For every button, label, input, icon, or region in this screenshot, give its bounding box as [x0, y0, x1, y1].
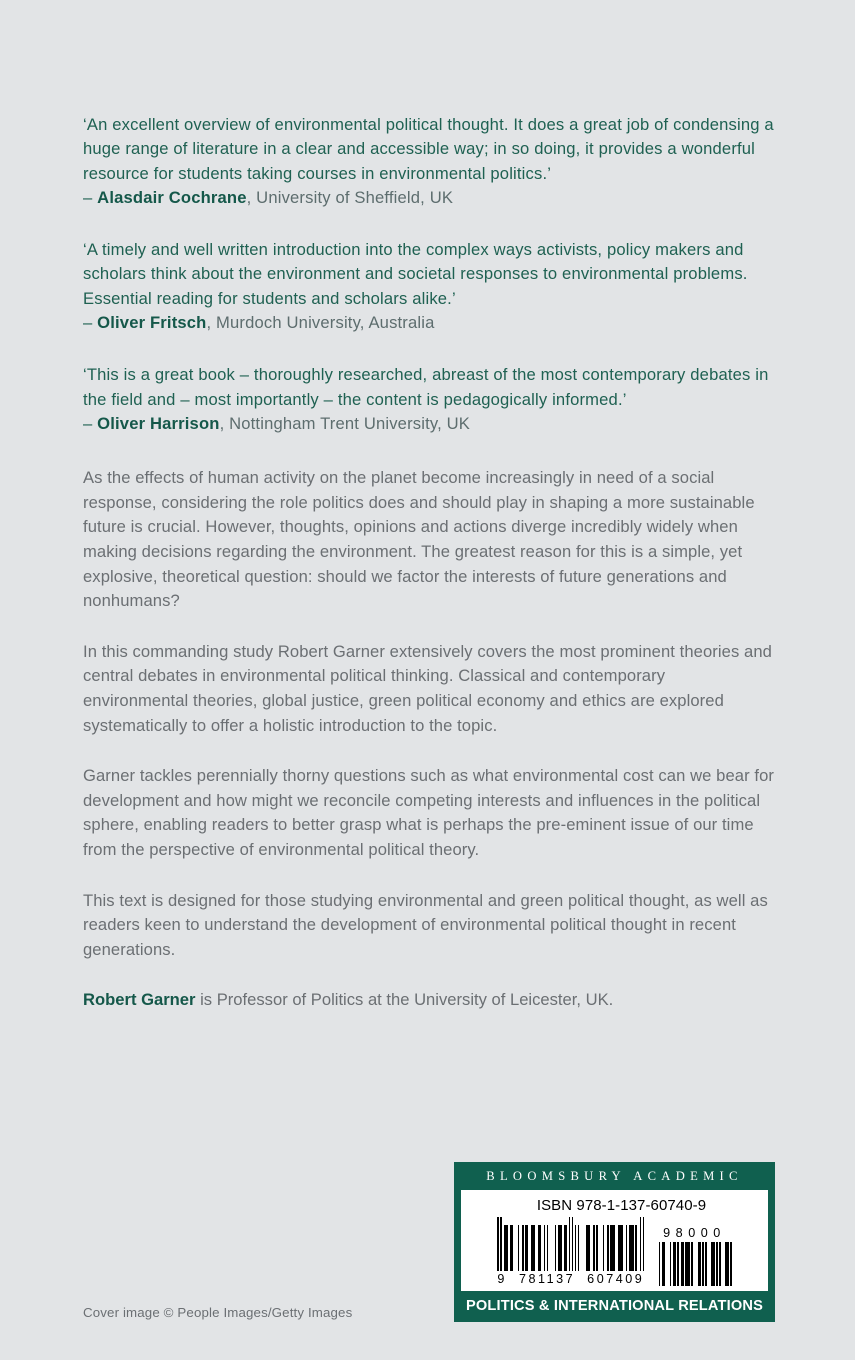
author-name: Robert Garner — [83, 990, 196, 1010]
series-label: POLITICS & INTERNATIONAL RELATIONS — [465, 1298, 764, 1314]
barcode-left-group: 781137 — [518, 1272, 576, 1286]
blurb-paragraph: This text is designed for those studying environmental and green political thought, as well as readers keen to understand the development of environmental political thought in recent generations. — [83, 890, 768, 959]
endorsement-attribution — [83, 412, 775, 436]
endorsement-person: Alasdair Cochrane — [97, 187, 247, 207]
endorsement-affiliation: , Nottingham Trent University, UK — [219, 413, 471, 433]
barcode-lead-digit: 9 — [497, 1272, 507, 1286]
author-bio-text: is Professor of Politics at the University of Leicester, UK. — [195, 990, 614, 1010]
barcode-row — [461, 1217, 768, 1286]
attribution-dash: – — [83, 413, 98, 433]
endorsement-quote: ‘An excellent overview of environmental political thought. It does a great job of condensing a huge range of literature in a clear and accessible way; in so doing, it provides a wonderful resource for students taking courses in environmental politics.’ — [83, 115, 774, 183]
ean5-addon-barcode — [657, 1226, 731, 1286]
attribution-dash: – — [83, 313, 98, 333]
endorsement-affiliation: , University of Sheffield, UK — [246, 187, 454, 207]
isbn-text: ISBN 978-1-137-60740-9 — [536, 1197, 707, 1214]
blurb-paragraph: In this commanding study Robert Garner extensively covers the most prominent theories and central debates in environmental political thinking. Classical and contemporary environmental theories, global justice, green political economy and ethics are explored systematically to offer a holistic introduction to the topic. — [83, 641, 772, 735]
addon-digits: 98000 — [663, 1226, 726, 1240]
addon-barcode-bars — [657, 1242, 731, 1286]
publisher-name: BLOOMSBURY ACADEMIC — [486, 1169, 743, 1183]
cover-text-content — [83, 113, 775, 1013]
endorsement-block — [83, 238, 775, 335]
barcode-right-group: 607409 — [587, 1272, 645, 1286]
endorsement-block — [83, 113, 775, 210]
blurb-paragraph: Garner tackles perennially thorny questions such as what environmental cost can we bear for development and how might we reconcile competing interests and influences in the political sphere, enabling readers to better grasp what is perhaps the pre-eminent issue of our time from the perspective of environmental political theory. — [83, 766, 775, 859]
endorsement-attribution — [83, 186, 775, 210]
blurb-paragraph: As the effects of human activity on the planet become increasingly in need of a social response, considering the role politics does and should play in shaping a more sustainable future is crucial. However, thoughts, opinions and actions diverge incredibly widely when making decisions regarding the environment. The greatest reason for this is a simple, yet explosive, theoretical question: should we factor the interests of future generations and nonhumans? — [83, 468, 755, 611]
author-bio — [83, 988, 775, 1013]
endorsement-affiliation: , Murdoch University, Australia — [206, 313, 435, 333]
ean13-barcode — [497, 1217, 644, 1286]
barcode-bars — [497, 1217, 644, 1271]
endorsement-person: Oliver Harrison — [97, 413, 220, 433]
barcode-container — [461, 1190, 768, 1291]
endorsement-quote: ‘This is a great book – thoroughly researched, abreast of the most contemporary debates in the field and – most importantly – the content is pedagogically informed.’ — [83, 365, 769, 409]
endorsement-person: Oliver Fritsch — [97, 313, 207, 333]
attribution-dash: – — [83, 187, 98, 207]
barcode-digits — [497, 1272, 644, 1286]
cover-image-credit: Cover image © People Images/Getty Images — [83, 1305, 353, 1320]
endorsement-quote: ‘A timely and well written introduction into the complex ways activists, policy makers and scholars think about the environment and societal responses to environmental problems. Essential reading for students and scholars alike.’ — [83, 240, 748, 308]
publisher-panel — [454, 1162, 775, 1322]
endorsement-block — [83, 363, 775, 436]
endorsement-attribution — [83, 311, 775, 335]
